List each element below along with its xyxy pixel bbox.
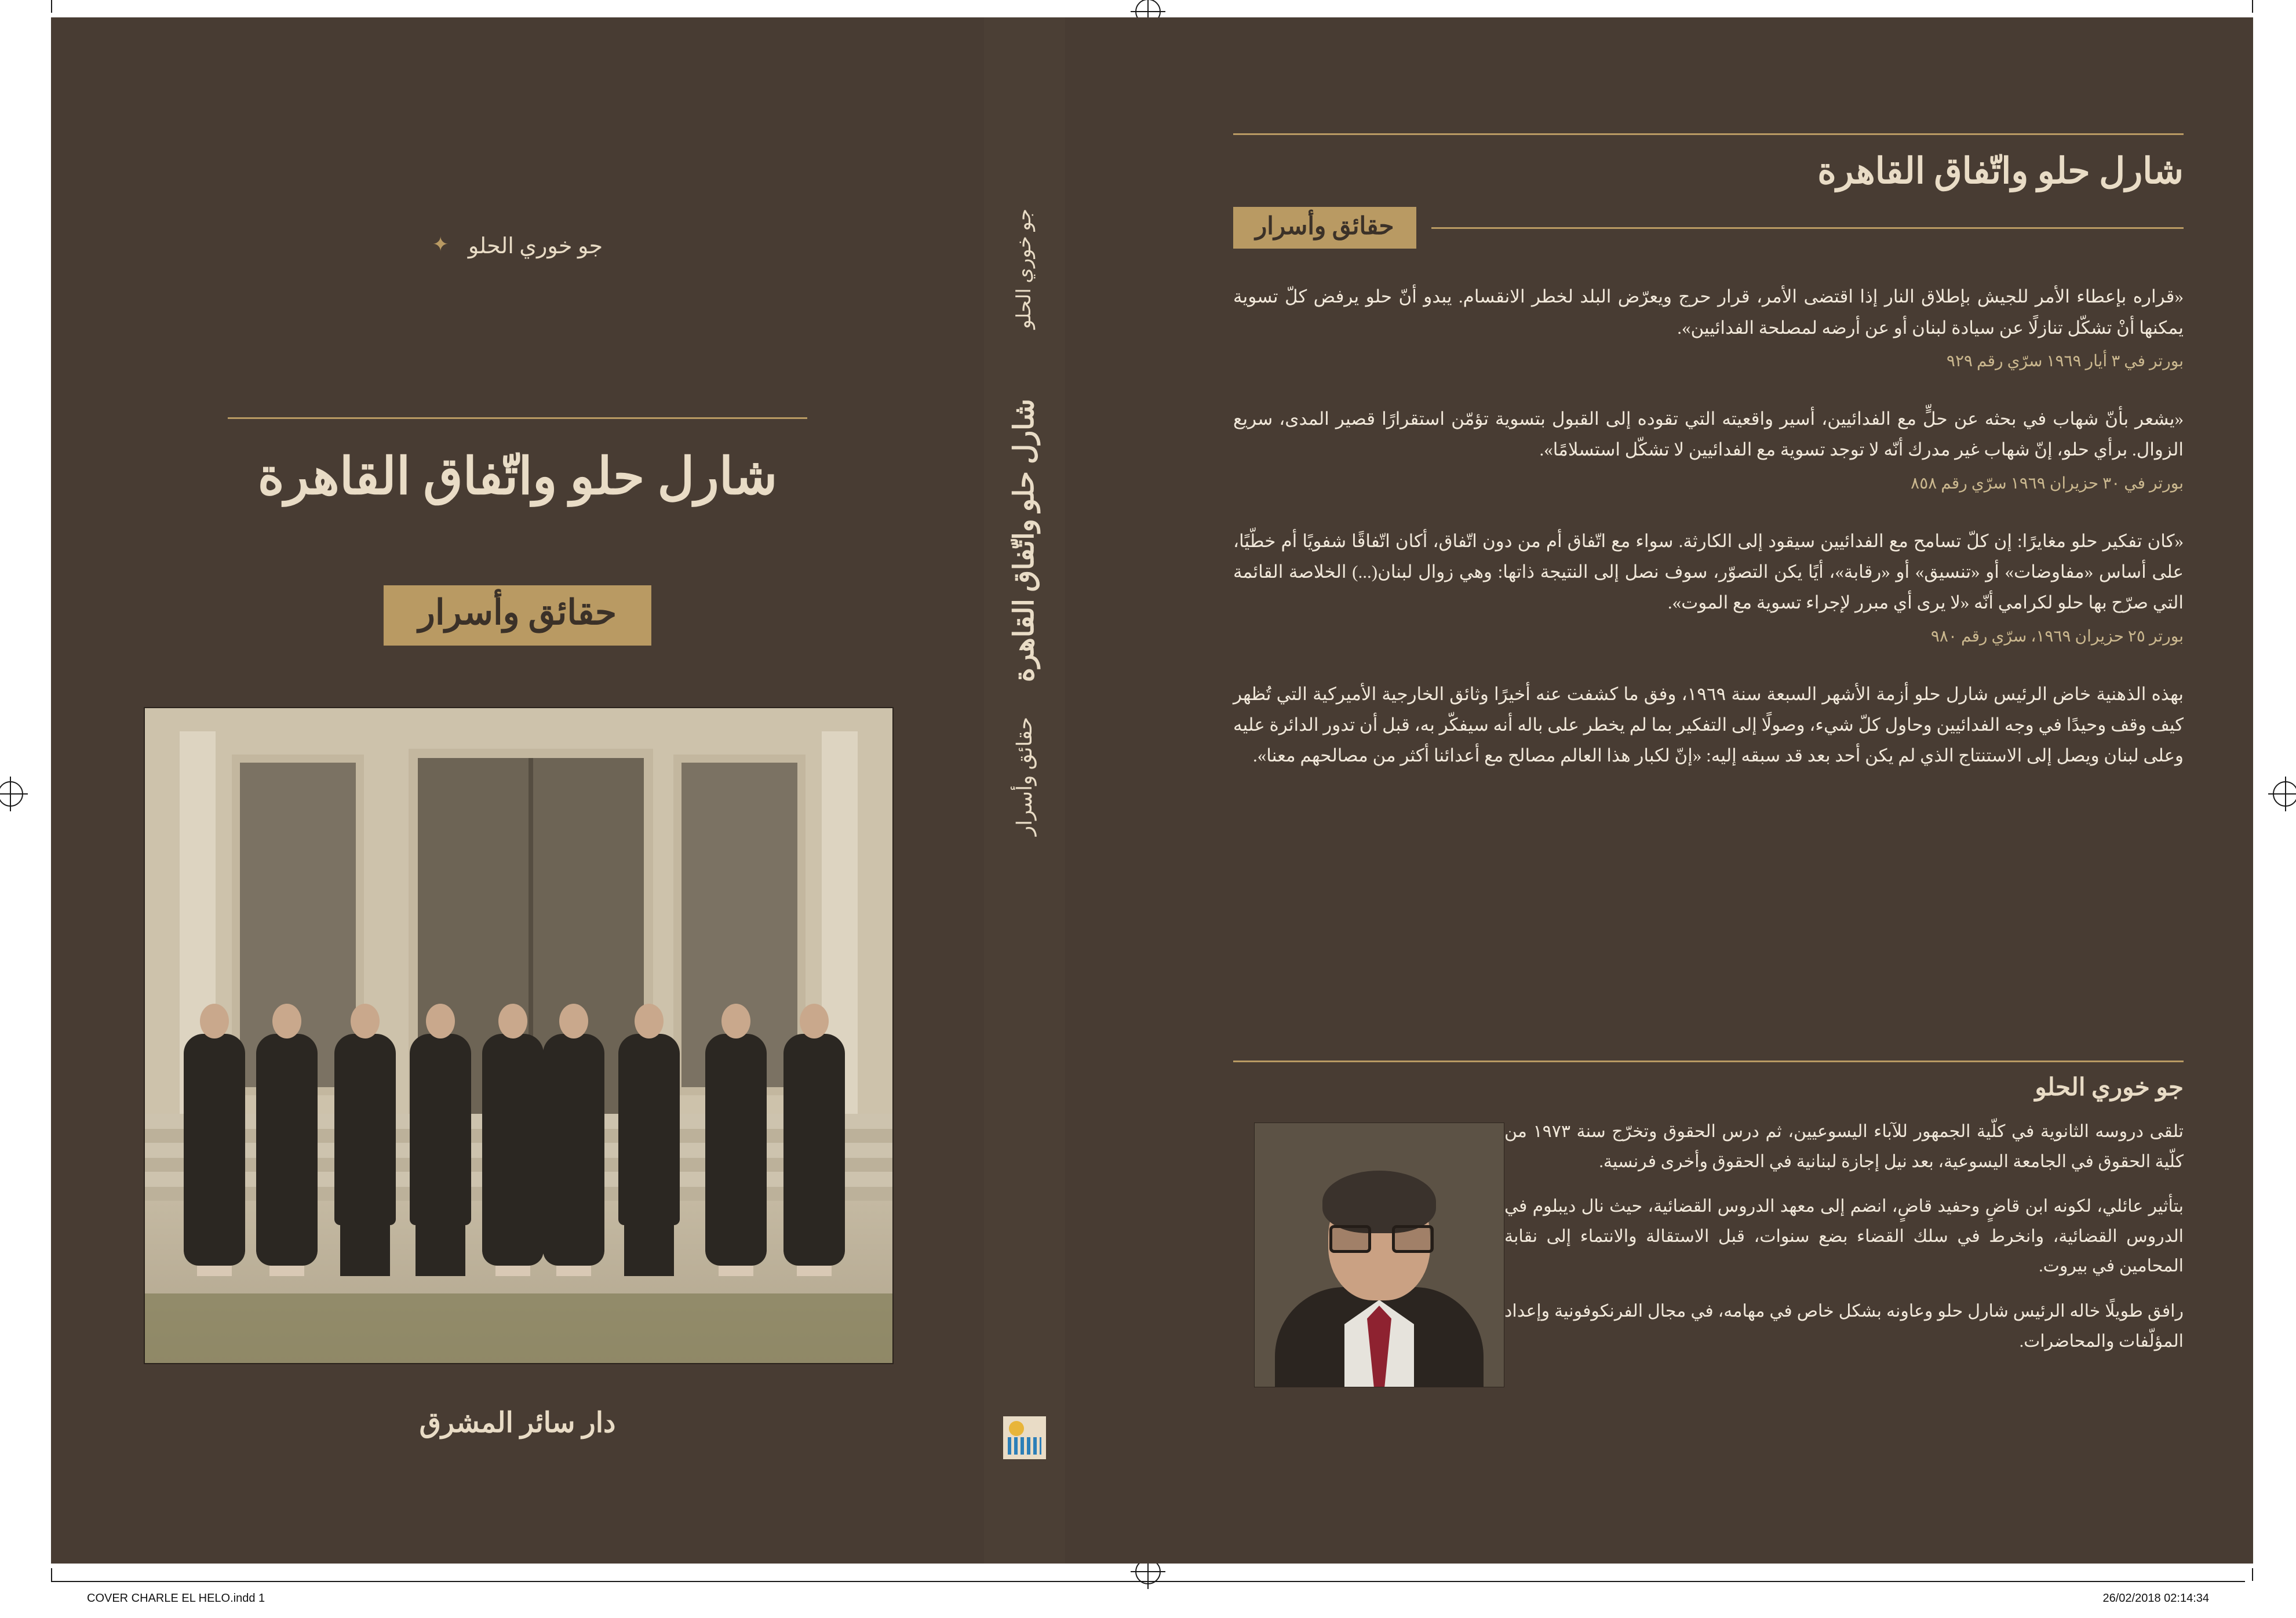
photo-figure bbox=[252, 1004, 322, 1276]
front-cover-subtitle: حقائق وأسرار bbox=[384, 585, 651, 646]
photo-figure bbox=[406, 1004, 475, 1276]
crop-mark-bl-v bbox=[51, 1568, 52, 1581]
photo-figure bbox=[779, 1004, 849, 1276]
author-bio bbox=[1233, 1117, 2184, 1356]
photo-figure bbox=[330, 1004, 400, 1276]
author-paragraph: بتأثير عائلي، لكونه ابن قاضٍ وحفيد قاضٍ، انضم إلى معهد الدروس القضائية، حيث نال ديبلوم في الدروس القضائية، وانخرط في سلك القضاء بضع سنوات، قبل الاستقالة والانتماء إلى نقابة المحامين في بيروت. bbox=[1504, 1197, 2184, 1276]
crop-mark-tr-v bbox=[2252, 0, 2253, 13]
photo-figure bbox=[539, 1004, 608, 1276]
author-paragraph: تلقى دروسه الثانوية في كلّية الجمهور للآباء اليسوعيين، ثم درس الحقوق وتخرّج سنة ١٩٧٣ من كلّية الحقوق في الجامعة اليسوعية، بعد نيل إجازة لبنانية في الحقوق وأخرى فرنسية. bbox=[1504, 1122, 2184, 1171]
back-cover-header bbox=[1233, 133, 2184, 771]
cover-spread bbox=[51, 17, 2253, 1564]
photo-figure bbox=[614, 1004, 684, 1276]
back-cover-body-paragraph: بهذه الذهنية خاض الرئيس شارل حلو أزمة الأشهر السبعة سنة ١٩٦٩، وفق ما كشفت عنه أخيرًا وثائق الخارجية الأميركية التي تُظهر كيف وقف وحيدًا في وجه الفدائيين وحاول كلّ شيء، وصولًا إلى التفكير بما لم يخطر على باله أنه سيفكّر به، قبل أن تدور الدائرة عليه وعلى لبنان ويصل إلى الاستنتاج الذي لم يكن أحد بعد قد سبقه إليه: «إنّ لكبار هذا العالم مصالح مع أعدائنا أكثر من مصالحهم معنا». bbox=[1233, 683, 2184, 766]
book-spine bbox=[984, 17, 1065, 1564]
back-cover-title: شارل حلو واتّفاق القاهرة bbox=[1817, 152, 2184, 191]
quote-source: بورتر في ٣٠ حزيران ١٩٦٩ سرّي رقم ٨٥٨ bbox=[1911, 474, 2184, 493]
front-cover-photo bbox=[144, 707, 894, 1364]
back-cover bbox=[1065, 17, 2253, 1564]
front-cover-divider bbox=[228, 417, 807, 419]
quote-block-1 bbox=[1233, 281, 2184, 371]
spine-subtitle: حقائق وأسرار bbox=[1013, 716, 1036, 836]
quote-block-2 bbox=[1233, 403, 2184, 493]
back-cover-subtitle-row bbox=[1233, 207, 2184, 249]
crop-mark-br-v bbox=[2252, 1568, 2253, 1581]
quote-text: «قراره بإعطاء الأمر للجيش بإطلاق النار إذا اقتضى الأمر، قرار حرج ويعرّض البلد لخطر الانقسام. يبدو أنّ حلو يرفض كلّ تسوية يمكنها أنْ تشكّل تنازلًا عن سيادة لبنان أو عن أرضه لمصلحة الفدائيين». bbox=[1233, 286, 2184, 338]
photo-figure bbox=[478, 1004, 548, 1276]
author-portrait-photo bbox=[1254, 1123, 1504, 1387]
quote-text: «كان تفكير حلو مغايرًا: إن كلّ تسامح مع الفدائيين سيقود إلى الكارثة. سواء مع اتّفاق أم من دون اتّفاق، أكان اتّفاقًا شفويًا أم خطّيًا، على أساس «مفاوضات» أو «تنسيق» أو «رقابة»، أيًا يكن التصوّر، سوف نصل إلى النتيجة ذاتها: وهي زوال لبنان(...) الخلاصة القائمة التي صرّح بها حلو لكرامي أنّه «لا يرى أي مبرر لإجراء تسوية مع الموت». bbox=[1233, 530, 2184, 613]
quote-text: «يشعر بأنّ شهاب في بحثه عن حلٍّ مع الفدائيين، أسير واقعيته التي تقوده إلى القبول بتسوية تؤمّن استقرارًا قصير المدى، سريع الزوال. برأي حلو، إنّ شهاب غير مدرك أنّه لا توجد تسوية مع الفدائيين لا تشكّل استسلامًا». bbox=[1233, 409, 2184, 460]
photo-figure bbox=[180, 1004, 249, 1276]
publisher-name: دار سائر المشرق bbox=[419, 1408, 616, 1438]
footer-timestamp: 26/02/2018 02:14:34 bbox=[2102, 1592, 2209, 1605]
front-cover-author-name: جو خوري الحلو bbox=[468, 234, 603, 258]
back-cover-subtitle: حقائق وأسرار bbox=[1233, 207, 1416, 249]
author-paragraph: رافق طويلًا خاله الرئيس شارل حلو وعاونه بشكل خاص في مهامه، في مجال الفرنكوفونية وإعداد المؤلّفات والمحاضرات. bbox=[1504, 1301, 2184, 1351]
author-name: جو خوري الحلو bbox=[2035, 1074, 2184, 1101]
spine-title: شارل حلو واتّفاق القاهرة bbox=[1009, 398, 1040, 682]
photo-figure bbox=[701, 1004, 771, 1276]
quote-source: بورتر في ٣ أيار ١٩٦٩ سرّي رقم ٩٢٩ bbox=[1946, 352, 2184, 371]
crop-mark-tl-v bbox=[51, 0, 52, 13]
front-cover-title: شارل حلو واتّفاق القاهرة bbox=[257, 449, 778, 505]
author-section bbox=[1233, 1061, 2184, 1393]
divider-top bbox=[1233, 133, 2184, 135]
diamond-icon: ✦ bbox=[432, 234, 449, 256]
quote-block-3 bbox=[1233, 526, 2184, 646]
quote-source: بورتر ٢٥ حزيران ١٩٦٩، سرّي رقم ٩٨٠ bbox=[1930, 627, 2184, 646]
publisher-logo-icon bbox=[1003, 1416, 1046, 1459]
spine-author: جو خوري الحلو bbox=[1014, 209, 1035, 329]
front-cover-author bbox=[51, 233, 984, 259]
footer-rule bbox=[51, 1581, 2245, 1582]
footer-file-name: COVER CHARLE EL HELO.indd 1 bbox=[87, 1592, 265, 1605]
front-cover bbox=[51, 17, 984, 1564]
divider-author bbox=[1233, 1061, 2184, 1062]
divider-subtitle bbox=[1431, 227, 2184, 229]
registration-mark-left bbox=[0, 781, 23, 807]
registration-mark-right bbox=[2273, 781, 2296, 807]
